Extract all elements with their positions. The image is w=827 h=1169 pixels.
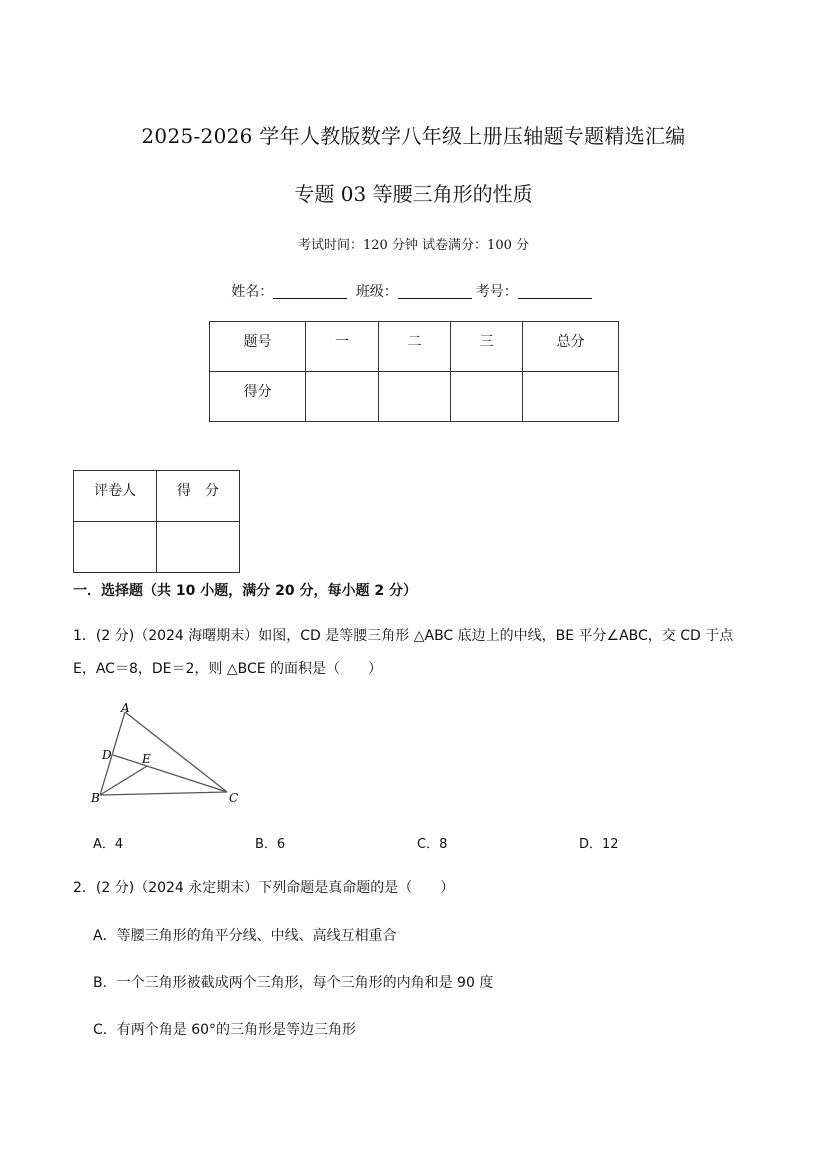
q1-option-d[interactable]: D．12 <box>579 837 619 852</box>
score-row-label: 得分 <box>210 372 306 422</box>
triangle-figure <box>85 700 255 810</box>
score-cell-part3: 三 <box>451 322 523 372</box>
q1-option-a[interactable]: A．4 <box>93 837 124 852</box>
reviewer-header: 评卷人 <box>74 471 157 522</box>
reviewer-table <box>73 470 240 573</box>
q2-option-c[interactable]: C．有两个角是 60°的三角形是等边三角形 <box>93 1022 357 1038</box>
reviewer-score-input[interactable] <box>157 522 240 573</box>
score-cell-part1: 一 <box>306 322 379 372</box>
segment-dc <box>113 755 227 792</box>
score-input-part2[interactable] <box>379 372 451 422</box>
score-input-total[interactable] <box>523 372 619 422</box>
document-title: 2025-2026 学年人教版数学八年级上册压轴题专题精选汇编 <box>141 124 686 148</box>
score-cell-label: 题号 <box>210 322 306 372</box>
label-b: B <box>91 791 100 805</box>
class-blank[interactable] <box>398 284 472 299</box>
q1-option-c[interactable]: C．8 <box>417 837 448 852</box>
section-title: 一．选择题（共 10 小题，满分 20 分，每小题 2 分） <box>73 583 417 599</box>
reviewer-score-header: 得 分 <box>157 471 240 522</box>
score-input-part1[interactable] <box>306 372 379 422</box>
segment-ac <box>125 712 227 792</box>
label-c: C <box>229 791 239 805</box>
score-cell-total: 总分 <box>523 322 619 372</box>
reviewer-input[interactable] <box>74 522 157 573</box>
score-table-header-row <box>210 322 619 372</box>
q2-option-a[interactable]: A．等腰三角形的角平分线、中线、高线互相重合 <box>93 928 397 944</box>
question-2-stem: 2．(2 分)（2024 永定期末）下列命题是真命题的是（ ） <box>73 880 455 896</box>
score-table-score-row <box>210 372 619 422</box>
segment-bc <box>100 792 227 795</box>
score-cell-part2: 二 <box>379 322 451 372</box>
document-subtitle: 专题 03 等腰三角形的性质 <box>294 182 533 206</box>
exam-info: 考试时间：120 分钟 试卷满分：100 分 <box>297 238 530 253</box>
q2-option-b[interactable]: B．一个三角形被截成两个三角形，每个三角形的内角和是 90 度 <box>93 975 494 991</box>
label-a: A <box>121 701 130 715</box>
class-label: 班级： <box>355 284 398 300</box>
number-label: 考号： <box>475 284 518 300</box>
score-input-part3[interactable] <box>451 372 523 422</box>
question-1-line-1: 1．(2 分)（2024 海曙期末）如图，CD 是等腰三角形 △ABC 底边上的中线，BE 平分∠ABC，交 CD 于点 <box>73 628 734 644</box>
name-label: 姓名： <box>231 284 274 300</box>
score-table <box>209 321 619 422</box>
question-1-line-2: E，AC＝8，DE＝2，则 △BCE 的面积是（ ） <box>73 661 383 677</box>
label-e: E <box>142 752 151 766</box>
number-blank[interactable] <box>518 284 592 299</box>
student-info-fields <box>0 281 827 301</box>
name-blank[interactable] <box>273 284 347 299</box>
label-d: D <box>102 748 112 762</box>
q1-option-b[interactable]: B．6 <box>255 837 286 852</box>
